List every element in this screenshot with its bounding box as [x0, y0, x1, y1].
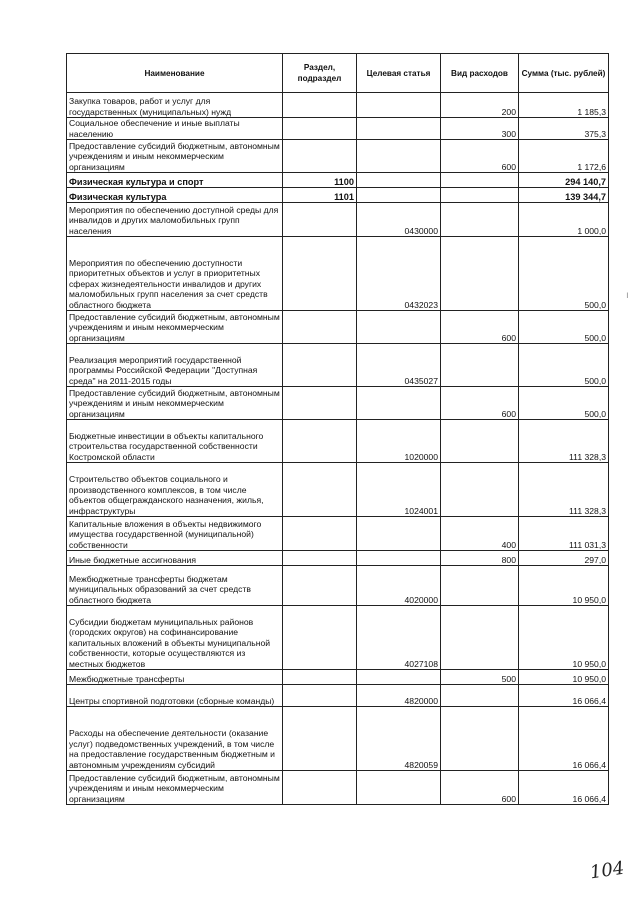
cell-name: Реализация мероприятий государственной программы Российской Федерации "Доступная среда" на 2011-2015 годы	[67, 344, 283, 387]
table-row	[67, 344, 609, 387]
cell-type	[441, 566, 519, 606]
table-row	[67, 173, 609, 188]
cell-article	[357, 387, 441, 420]
header-type: Вид расходов	[441, 54, 519, 93]
cell-sum: 375,3	[519, 118, 609, 140]
table-row	[67, 188, 609, 203]
cell-type	[441, 707, 519, 771]
cell-article: 1024001	[357, 463, 441, 517]
cell-type: 600	[441, 140, 519, 173]
cell-type	[441, 344, 519, 387]
cell-section	[283, 140, 357, 173]
table-row	[67, 237, 609, 311]
cell-type: 300	[441, 118, 519, 140]
cell-type	[441, 606, 519, 670]
cell-section	[283, 420, 357, 463]
cell-name: Бюджетные инвестиции в объекты капитального строительства государственной собственности Костромской области	[67, 420, 283, 463]
cell-section	[283, 685, 357, 707]
cell-type	[441, 420, 519, 463]
cell-article	[357, 118, 441, 140]
table-row	[67, 771, 609, 805]
cell-name: Предоставление субсидий бюджетным, автономным учреждениям и иным некоммерческим организациям	[67, 387, 283, 420]
cell-section	[283, 551, 357, 566]
cell-section	[283, 237, 357, 311]
cell-name: Физическая культура	[67, 188, 283, 203]
cell-sum: 10 950,0	[519, 670, 609, 685]
cell-sum: 500,0	[519, 387, 609, 420]
table-row	[67, 203, 609, 237]
cell-name: Социальное обеспечение и иные выплаты населению	[67, 118, 283, 140]
cell-article	[357, 93, 441, 118]
cell-section	[283, 517, 357, 551]
table-row	[67, 387, 609, 420]
cell-name: Мероприятия по обеспечению доступной среды для инвалидов и других маломобильных групп населения	[67, 203, 283, 237]
cell-name: Мероприятия по обеспечению доступности приоритетных объектов и услуг в приоритетных сферах жизнедеятельности инвалидов и других маломобильных групп населения за счет средств областного бюджета	[67, 237, 283, 311]
cell-name: Строительство объектов социального и производственного комплексов, в том числе объектов общегражданского назначения, жилья, инфраструктуры	[67, 463, 283, 517]
budget-table	[66, 53, 609, 805]
cell-sum: 16 066,4	[519, 685, 609, 707]
cell-name: Субсидии бюджетам муниципальных районов (городских округов) на софинансирование капитальных вложений в объекты муниципальной собственности, которые осуществляются из местных бюджетов	[67, 606, 283, 670]
cell-sum: 139 344,7	[519, 188, 609, 203]
cell-name: Предоставление субсидий бюджетным, автономным учреждениям и иным некоммерческим организациям	[67, 311, 283, 344]
margin-mark: ı	[626, 290, 629, 301]
cell-sum: 111 328,3	[519, 463, 609, 517]
cell-sum: 297,0	[519, 551, 609, 566]
cell-section	[283, 670, 357, 685]
cell-article: 0430000	[357, 203, 441, 237]
cell-sum: 500,0	[519, 344, 609, 387]
cell-type: 600	[441, 387, 519, 420]
table-row	[67, 551, 609, 566]
cell-sum: 10 950,0	[519, 606, 609, 670]
cell-article	[357, 551, 441, 566]
cell-sum: 111 328,3	[519, 420, 609, 463]
table-row	[67, 685, 609, 707]
header-sum: Сумма (тыс. рублей)	[519, 54, 609, 93]
cell-sum: 1 185,3	[519, 93, 609, 118]
cell-section	[283, 771, 357, 805]
page-number: 104	[588, 857, 626, 884]
cell-type: 200	[441, 93, 519, 118]
cell-type: 500	[441, 670, 519, 685]
cell-type	[441, 463, 519, 517]
cell-sum: 1 172,6	[519, 140, 609, 173]
cell-section	[283, 311, 357, 344]
cell-section	[283, 463, 357, 517]
cell-sum: 10 950,0	[519, 566, 609, 606]
table-row	[67, 463, 609, 517]
cell-section	[283, 566, 357, 606]
cell-type: 400	[441, 517, 519, 551]
cell-article	[357, 140, 441, 173]
cell-section: 1100	[283, 173, 357, 188]
cell-name: Иные бюджетные ассигнования	[67, 551, 283, 566]
table-row	[67, 118, 609, 140]
cell-article: 0435027	[357, 344, 441, 387]
cell-sum: 294 140,7	[519, 173, 609, 188]
cell-section: 1101	[283, 188, 357, 203]
cell-section	[283, 93, 357, 118]
cell-article: 4820059	[357, 707, 441, 771]
cell-name: Закупка товаров, работ и услуг для государственных (муниципальных) нужд	[67, 93, 283, 118]
cell-section	[283, 707, 357, 771]
cell-sum: 111 031,3	[519, 517, 609, 551]
cell-name: Межбюджетные трансферты	[67, 670, 283, 685]
cell-article: 4820000	[357, 685, 441, 707]
cell-type	[441, 237, 519, 311]
cell-article	[357, 670, 441, 685]
cell-article	[357, 771, 441, 805]
cell-article	[357, 311, 441, 344]
cell-name: Предоставление субсидий бюджетным, автономным учреждениям и иным некоммерческим организациям	[67, 771, 283, 805]
cell-type: 600	[441, 771, 519, 805]
cell-name: Межбюджетные трансферты бюджетам муниципальных образований за счет средств областного бюджета	[67, 566, 283, 606]
table-row	[67, 140, 609, 173]
cell-name: Центры спортивной подготовки (сборные команды)	[67, 685, 283, 707]
cell-name: Физическая культура и спорт	[67, 173, 283, 188]
cell-article	[357, 188, 441, 203]
table-row	[67, 517, 609, 551]
cell-name: Расходы на обеспечение деятельности (оказание услуг) подведомственных учреждений, в том числе на предоставление государственным бюджетным и автономным учреждениям субсидий	[67, 707, 283, 771]
header-name: Наименование	[67, 54, 283, 93]
cell-section	[283, 203, 357, 237]
table-row	[67, 606, 609, 670]
cell-article: 1020000	[357, 420, 441, 463]
cell-type	[441, 203, 519, 237]
cell-name: Капитальные вложения в объекты недвижимого имущества государственной (муниципальной) собственности	[67, 517, 283, 551]
cell-type: 800	[441, 551, 519, 566]
cell-sum: 16 066,4	[519, 707, 609, 771]
cell-name: Предоставление субсидий бюджетным, автономным учреждениям и иным некоммерческим организациям	[67, 140, 283, 173]
cell-sum: 500,0	[519, 311, 609, 344]
table-row	[67, 93, 609, 118]
cell-type: 600	[441, 311, 519, 344]
cell-sum: 500,0	[519, 237, 609, 311]
table-row	[67, 566, 609, 606]
table-row	[67, 311, 609, 344]
cell-section	[283, 118, 357, 140]
cell-section	[283, 606, 357, 670]
cell-type	[441, 188, 519, 203]
cell-section	[283, 387, 357, 420]
cell-type	[441, 173, 519, 188]
cell-article	[357, 517, 441, 551]
cell-section	[283, 344, 357, 387]
table-body	[67, 93, 609, 805]
table-header-row	[67, 54, 609, 93]
cell-article: 0432023	[357, 237, 441, 311]
table-row	[67, 420, 609, 463]
cell-sum: 1 000,0	[519, 203, 609, 237]
table-row	[67, 670, 609, 685]
cell-sum: 16 066,4	[519, 771, 609, 805]
header-section: Раздел, подраздел	[283, 54, 357, 93]
table-row	[67, 707, 609, 771]
cell-type	[441, 685, 519, 707]
cell-article: 4020000	[357, 566, 441, 606]
cell-article: 4027108	[357, 606, 441, 670]
cell-article	[357, 173, 441, 188]
header-article: Целевая статья	[357, 54, 441, 93]
